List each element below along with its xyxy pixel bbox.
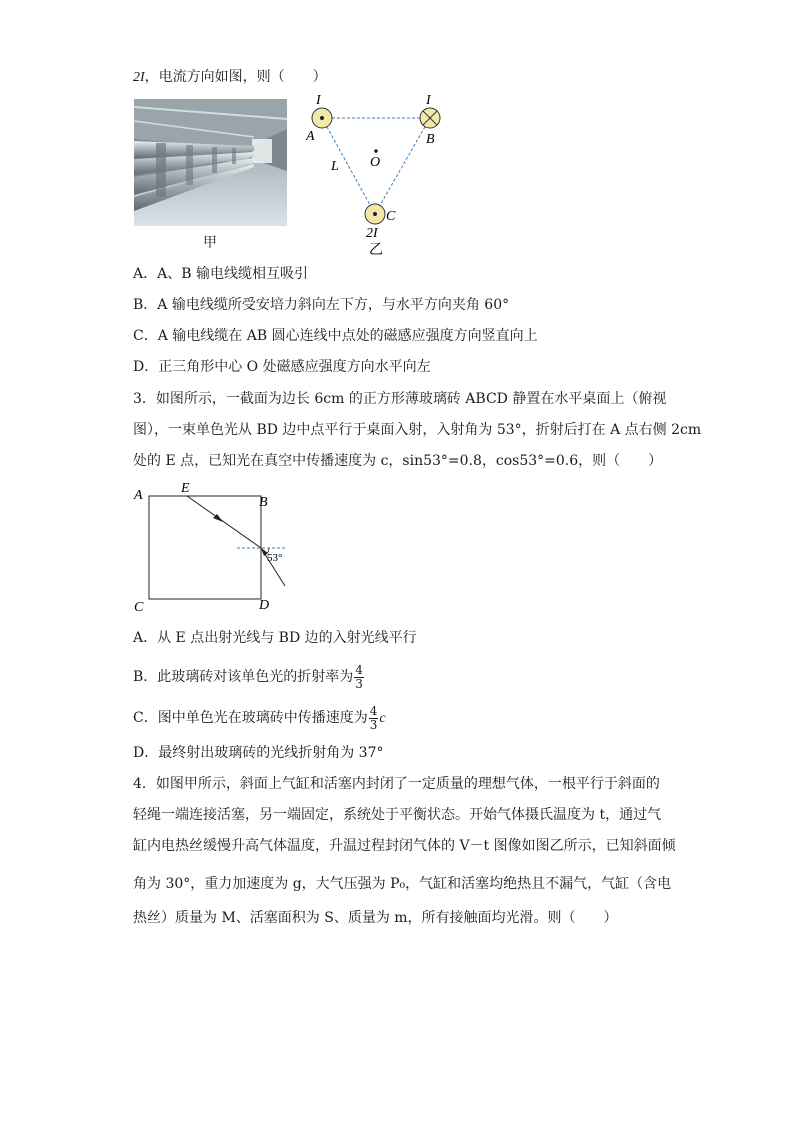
glass-brick-diagram: [125, 478, 295, 618]
speed-of-light-var: c: [379, 711, 386, 726]
cable-c-out-of-page-icon: [365, 204, 385, 224]
refracted-ray: [187, 496, 261, 548]
frac-numerator: 4: [355, 662, 363, 677]
q2-stem: [133, 67, 327, 88]
label-point-a: A: [306, 129, 315, 144]
triangle-side-bc: [375, 118, 430, 214]
label-point-c: C: [386, 209, 396, 224]
label-d: D: [259, 598, 270, 613]
triangle-side-ac: [322, 118, 375, 214]
q3-option-b: [133, 662, 365, 692]
q3-option-c: [133, 703, 386, 733]
q3-stem-line-2: 图），一束单色光从 BD 边中点平行于桌面入射，入射角为 53°，折射后打在 A 点右侧 2cm: [133, 422, 702, 438]
cable-b-into-page-icon: [420, 108, 440, 128]
diagram-caption: 乙: [369, 243, 383, 258]
label-current-b: I: [426, 93, 431, 108]
pipeline-photo-illustration: [134, 99, 287, 226]
label-c: C: [134, 600, 144, 615]
cable-a-out-of-page-icon: [312, 108, 332, 128]
center-o-dot: [374, 149, 378, 153]
q3-option-a: A．从 E 点出射光线与 BD 边的入射光线平行: [133, 630, 417, 646]
fraction-four-thirds: [354, 664, 364, 691]
q3-stem-line-3: 处的 E 点，已知光在真空中传播速度为 c，sin53°=0.8，cos53°=0.6，则（ ）: [133, 453, 663, 469]
label-b: B: [259, 495, 268, 510]
photo-caption: 甲: [203, 235, 217, 251]
label-e: E: [181, 481, 190, 496]
label-point-b: B: [426, 132, 435, 147]
q3-option-b-text: B．此玻璃砖对该单色光的折射率为: [133, 669, 354, 685]
label-current-2i: 2I: [366, 226, 378, 241]
q2-option-b: B．A 输电线缆所受安培力斜向左下方，与水平方向夹角 60°: [133, 297, 510, 313]
fraction-four-thirds-c: [369, 705, 379, 732]
q3-stem-line-1: 3．如图所示，一截面为边长 6cm 的正方形薄玻璃砖 ABCD 静置在水平桌面上（俯视: [133, 391, 667, 407]
label-a: A: [134, 488, 143, 503]
q4-stem-line-1: 4．如图甲所示，斜面上气缸和活塞内封闭了一定质量的理想气体，一根平行于斜面的: [133, 776, 660, 792]
q4-stem-line-5: 热丝）质量为 M、活塞面积为 S、质量为 m，所有接触面均光滑。则（ ）: [133, 910, 618, 926]
label-side-l: L: [331, 159, 339, 174]
q4-stem-line-4: 角为 30°，重力加速度为 g，大气压强为 P₀，气缸和活塞均绝热且不漏气，气缸（含电: [133, 876, 672, 892]
q2-option-a: A．A、B 输电线缆相互吸引: [133, 266, 308, 282]
frac-numerator: 4: [369, 703, 378, 718]
label-center-o: O: [370, 155, 381, 170]
q4-stem-line-3: 缸内电热丝缓慢升高气体温度，升温过程封闭气体的 V－t 图像如图乙所示，已知斜面倾: [133, 838, 676, 854]
triangle-cable-diagram: [300, 88, 460, 260]
q3-option-d: D．最终射出玻璃砖的光线折射角为 37°: [133, 745, 384, 761]
q2-stem-text: ，电流方向如图，则（ ）: [144, 69, 327, 85]
q3-option-c-text: C．图中单色光在玻璃砖中传播速度为: [133, 710, 368, 726]
angle-label: 53°: [267, 552, 283, 564]
q2-stem-var: 2I: [133, 70, 145, 85]
q4-stem-line-2: 轻绳一端连接活塞，另一端固定，系统处于平衡状态。开始气体摄氏温度为 t，通过气: [133, 807, 662, 823]
label-current-a: I: [316, 93, 321, 108]
pipeline-tunnel-photo: [134, 99, 287, 226]
q2-option-c: C．A 输电线缆在 AB 圆心连线中点处的磁感应强度方向竖直向上: [133, 328, 538, 344]
q2-option-d: D．正三角形中心 O 处磁感应强度方向水平向左: [133, 359, 431, 375]
frac-denominator: 3: [355, 676, 363, 691]
frac-denominator: 3: [369, 717, 378, 732]
